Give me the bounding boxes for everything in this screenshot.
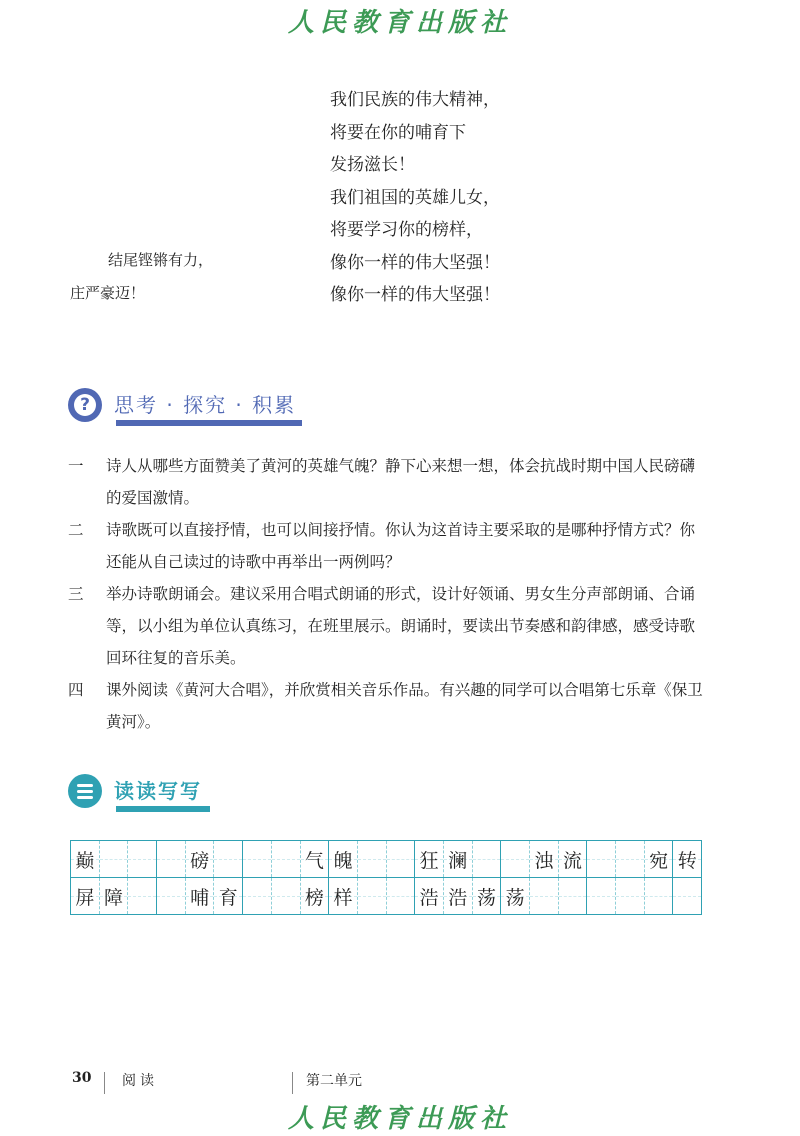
grid-cell bbox=[587, 841, 616, 877]
grid-cell bbox=[214, 878, 243, 914]
question-number: 四 bbox=[68, 681, 84, 699]
grid-character: 浩 bbox=[448, 886, 468, 909]
question-number: 三 bbox=[68, 585, 84, 603]
grid-character: 哺 bbox=[190, 886, 210, 909]
poem-line: 像你一样的伟大坚强！ bbox=[330, 252, 500, 273]
grid-cell bbox=[587, 878, 616, 914]
grid-character: 宛 bbox=[649, 849, 669, 872]
grid-character: 魄 bbox=[333, 849, 353, 872]
grid-cell bbox=[530, 841, 559, 877]
grid-cell bbox=[444, 841, 473, 877]
question-number: 一 bbox=[68, 457, 84, 475]
grid-cell bbox=[71, 841, 100, 877]
question-text: 课外阅读《黄河大合唱》，并欣赏相关音乐作品。有兴趣的同学可以合唱第七乐章《保卫黄河》。 bbox=[106, 681, 703, 731]
section-title: 读读写写 bbox=[114, 778, 202, 803]
question-text: 举办诗歌朗诵会。建议采用合唱式朗诵的形式，设计好领诵、男女生分声部朗诵、合诵等，以小组为单位认真练习，在班里展示。朗诵时，要读出节奏感和韵律感，感受诗歌回环往复的音乐美。 bbox=[106, 585, 696, 667]
grid-cell bbox=[157, 878, 186, 914]
grid-cell bbox=[243, 878, 272, 914]
grid-row bbox=[71, 877, 701, 914]
grid-cell bbox=[329, 841, 358, 877]
grid-cell bbox=[444, 878, 473, 914]
grid-cell bbox=[301, 841, 330, 877]
annotation-line: 庄严豪迈！ bbox=[70, 284, 146, 302]
grid-character: 育 bbox=[218, 886, 238, 909]
grid-cell bbox=[100, 878, 129, 914]
page-number: 30 bbox=[72, 1070, 92, 1086]
grid-cell bbox=[186, 841, 215, 877]
grid-cell bbox=[473, 878, 502, 914]
grid-cell bbox=[530, 878, 559, 914]
grid-cell bbox=[616, 841, 645, 877]
grid-cell bbox=[387, 878, 416, 914]
question-item bbox=[68, 514, 708, 578]
question-text: 诗人从哪些方面赞美了黄河的英雄气魄？静下心来想一想，体会抗战时期中国人民磅礴的爱国激情。 bbox=[106, 457, 696, 507]
grid-cell bbox=[186, 878, 215, 914]
footer-section: 阅读 bbox=[122, 1073, 158, 1089]
question-icon: ? bbox=[68, 388, 102, 422]
section-underline bbox=[116, 420, 302, 426]
publisher-logo-top: 人民教育出版社 bbox=[287, 8, 512, 38]
side-annotation bbox=[70, 244, 213, 310]
grid-cell bbox=[387, 841, 416, 877]
question-item bbox=[68, 674, 708, 738]
grid-character: 狂 bbox=[419, 849, 439, 872]
footer-unit: 第二单元 bbox=[306, 1073, 362, 1089]
question-item bbox=[68, 578, 708, 674]
grid-character: 浊 bbox=[534, 849, 554, 872]
question-number: 二 bbox=[68, 521, 84, 539]
poem-line: 我们祖国的英雄儿女， bbox=[330, 187, 500, 208]
grid-cell bbox=[358, 878, 387, 914]
grid-cell bbox=[100, 841, 129, 877]
grid-character: 转 bbox=[677, 849, 697, 872]
grid-cell bbox=[559, 841, 588, 877]
grid-row bbox=[71, 841, 701, 877]
grid-cell bbox=[157, 841, 186, 877]
writing-grid bbox=[70, 840, 702, 915]
publisher-logo-bottom: 人民教育出版社 bbox=[287, 1104, 512, 1134]
equals-icon bbox=[68, 774, 102, 808]
grid-cell bbox=[559, 878, 588, 914]
grid-cell bbox=[272, 841, 301, 877]
footer-divider bbox=[104, 1072, 105, 1094]
grid-cell bbox=[128, 878, 157, 914]
grid-cell bbox=[301, 878, 330, 914]
grid-cell bbox=[128, 841, 157, 877]
poem-line: 发扬滋长！ bbox=[330, 155, 415, 175]
poem-line: 像你一样的伟大坚强！ bbox=[330, 285, 500, 305]
section-read-write bbox=[68, 774, 202, 808]
grid-cell bbox=[673, 841, 701, 877]
grid-cell bbox=[272, 878, 301, 914]
poem-line: 将要学习你的榜样， bbox=[330, 220, 483, 240]
grid-cell bbox=[358, 841, 387, 877]
question-item bbox=[68, 450, 708, 514]
annotation-line: 结尾铿锵有力， bbox=[108, 251, 214, 269]
section-underline bbox=[116, 806, 210, 812]
poem-excerpt bbox=[330, 84, 500, 312]
question-list bbox=[68, 450, 708, 738]
poem-line: 将要在你的哺育下 bbox=[330, 122, 466, 143]
grid-character: 荡 bbox=[505, 886, 525, 909]
grid-character: 障 bbox=[104, 886, 124, 909]
footer-divider bbox=[292, 1072, 293, 1094]
section-title: 思考 · 探究 · 积累 bbox=[114, 392, 297, 417]
poem-line: 我们民族的伟大精神， bbox=[330, 90, 500, 110]
grid-cell bbox=[645, 841, 674, 877]
grid-character: 流 bbox=[563, 849, 583, 872]
grid-character: 屏 bbox=[75, 886, 95, 909]
grid-character: 浩 bbox=[419, 886, 439, 909]
grid-cell bbox=[501, 878, 530, 914]
grid-character: 磅 bbox=[190, 849, 210, 872]
grid-cell bbox=[473, 841, 502, 877]
section-think-explore bbox=[68, 388, 296, 422]
grid-cell bbox=[329, 878, 358, 914]
grid-cell bbox=[415, 878, 444, 914]
grid-cell bbox=[71, 878, 100, 914]
grid-cell bbox=[415, 841, 444, 877]
grid-cell bbox=[645, 878, 674, 914]
grid-character: 巅 bbox=[75, 849, 95, 872]
grid-character: 样 bbox=[333, 886, 353, 909]
grid-cell bbox=[616, 878, 645, 914]
grid-cell bbox=[214, 841, 243, 877]
question-text: 诗歌既可以直接抒情，也可以间接抒情。你认为这首诗主要采取的是哪种抒情方式？你还能从自己读过的诗歌中再举出一两例吗？ bbox=[106, 521, 696, 571]
grid-cell bbox=[501, 841, 530, 877]
grid-character: 澜 bbox=[448, 849, 468, 872]
grid-cell bbox=[673, 878, 701, 914]
grid-character: 气 bbox=[304, 849, 324, 872]
grid-cell bbox=[243, 841, 272, 877]
grid-character: 榜 bbox=[304, 886, 324, 909]
grid-character: 荡 bbox=[476, 886, 496, 909]
